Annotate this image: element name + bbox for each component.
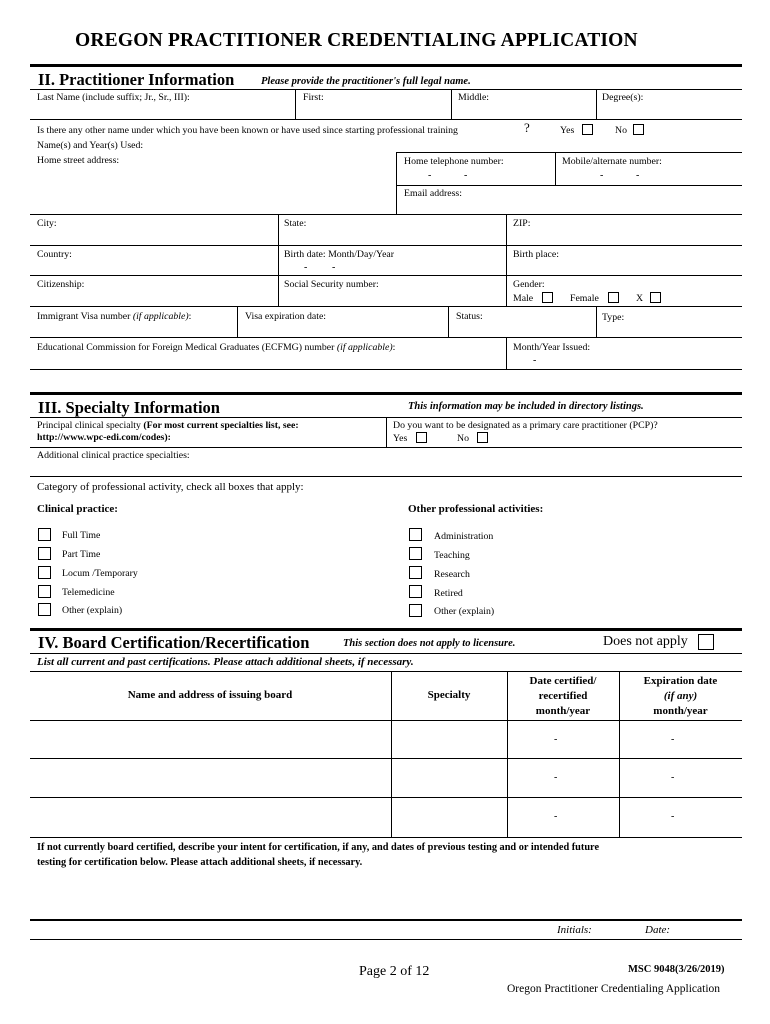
- rule: [30, 306, 742, 307]
- certification-list-note: List all current and past certifications. Please attach additional sheets, if necessary.: [37, 656, 414, 668]
- cell-divider: [596, 306, 597, 337]
- female-checkbox[interactable]: [608, 292, 619, 303]
- cell-divider: [451, 89, 452, 119]
- pcp-yes-label: Yes: [393, 433, 408, 444]
- ssn-field[interactable]: Social Security number:: [284, 279, 379, 290]
- telemedicine-label: Telemedicine: [62, 587, 115, 598]
- city-field[interactable]: City:: [37, 218, 57, 229]
- other-name-no-label: No: [615, 125, 627, 136]
- country-field[interactable]: Country:: [37, 249, 72, 260]
- rule: [396, 185, 742, 186]
- retired-label: Retired: [434, 588, 463, 599]
- last-name-field[interactable]: Last Name (include suffix; Jr., Sr., III):: [37, 92, 190, 103]
- section-iii-title: III. Specialty Information: [38, 398, 220, 417]
- email-field[interactable]: Email address:: [404, 188, 462, 199]
- middle-name-field[interactable]: Middle:: [458, 92, 490, 103]
- gender-label: Gender:: [513, 279, 545, 290]
- cell-divider: [278, 214, 279, 306]
- male-checkbox[interactable]: [542, 292, 553, 303]
- col-certified-line: month/year: [535, 705, 591, 717]
- ecfmg-label: Educational Commission for Foreign Medical Graduates (ECFMG) number: [37, 342, 337, 353]
- other-activity-label: Other (explain): [434, 606, 495, 617]
- col-expiration-line: (if any): [663, 690, 698, 702]
- rule: [396, 152, 742, 153]
- visa-number-field[interactable]: [37, 311, 191, 322]
- x-gender-label: X: [636, 293, 644, 304]
- phone-dash: -: [464, 170, 468, 181]
- full-time-label: Full Time: [62, 530, 101, 541]
- full-time-checkbox[interactable]: [38, 528, 51, 541]
- rule: [30, 89, 742, 90]
- col-specialty-header: Specialty: [427, 689, 471, 701]
- visa-number-label: Immigrant Visa number: [37, 311, 133, 322]
- section-iv-title: IV. Board Certification/Recertification: [38, 633, 310, 652]
- section-iv-note: This section does not apply to licensure.: [343, 638, 516, 649]
- cell-divider: [386, 417, 387, 447]
- other-name-yes-label: Yes: [560, 125, 575, 136]
- col-certified-line: Date certified/: [529, 675, 597, 687]
- rule: [30, 275, 742, 276]
- question-mark: ?: [524, 120, 530, 135]
- rule: [30, 119, 742, 120]
- if-applicable-note: (if applicable): [132, 311, 189, 322]
- other-name-yes-checkbox[interactable]: [582, 124, 593, 135]
- initials-field[interactable]: Initials:: [557, 924, 592, 936]
- additional-specialties-field[interactable]: Additional clinical practice specialties:: [37, 450, 190, 461]
- section-divider: [30, 628, 742, 631]
- mobile-phone-field[interactable]: Mobile/alternate number:: [562, 156, 662, 167]
- rule: [30, 245, 742, 246]
- category-instruction: Category of professional activity, check all boxes that apply:: [37, 481, 304, 493]
- pcp-question: Do you want to be designated as a primary care practitioner (PCP)?: [393, 420, 658, 431]
- other-activities-heading: Other professional activities:: [408, 503, 544, 515]
- cell-divider: [506, 214, 507, 306]
- rule: [30, 939, 742, 940]
- colon: :: [188, 311, 192, 322]
- if-applicable-note: (if applicable): [336, 342, 393, 353]
- col-expiration-line: Expiration date: [643, 675, 718, 687]
- section-divider: [30, 64, 742, 67]
- phone-dash: -: [600, 170, 604, 181]
- col-certified-header: [507, 674, 619, 719]
- col-certified-line: recertified: [538, 690, 588, 702]
- cell-divider: [596, 89, 597, 119]
- citizenship-field[interactable]: Citizenship:: [37, 279, 85, 290]
- col-expiration-header: [619, 674, 742, 719]
- rule: [30, 369, 742, 370]
- female-label: Female: [570, 293, 599, 304]
- rule: [30, 653, 742, 654]
- pcp-yes-checkbox[interactable]: [416, 432, 427, 443]
- section-divider: [30, 392, 742, 395]
- cell-divider: [555, 152, 556, 186]
- date-dash: -: [554, 811, 558, 822]
- pcp-no-checkbox[interactable]: [477, 432, 488, 443]
- rule: [30, 720, 742, 721]
- rule: [30, 919, 742, 921]
- phone-dash: -: [428, 170, 432, 181]
- document-title: OREGON PRACTITIONER CREDENTIALING APPLICATION: [75, 30, 638, 51]
- clinical-other-label: Other (explain): [62, 605, 123, 616]
- page-number: Page 2 of 12: [359, 964, 430, 979]
- date-dash: -: [304, 262, 308, 273]
- section-iii-note: This information may be included in directory listings.: [408, 401, 644, 412]
- ecfmg-field[interactable]: [37, 342, 395, 353]
- month-year-issued-field[interactable]: Month/Year Issued:: [513, 342, 591, 353]
- col-expiration-line: month/year: [653, 705, 708, 717]
- locum-label: Locum /Temporary: [62, 568, 138, 579]
- pcp-no-label: No: [457, 433, 469, 444]
- state-field[interactable]: State:: [284, 218, 307, 229]
- phone-dash: -: [636, 170, 640, 181]
- rule: [30, 837, 742, 838]
- first-name-field[interactable]: First:: [303, 92, 324, 103]
- rule: [30, 797, 742, 798]
- does-not-apply-checkbox[interactable]: [698, 634, 714, 650]
- cell-divider: [448, 306, 449, 337]
- teaching-checkbox[interactable]: [409, 547, 422, 560]
- date-field[interactable]: Date:: [645, 924, 671, 936]
- intent-text-line-2: testing for certification below. Please attach additional sheets, if necessary.: [37, 857, 363, 868]
- home-address-field[interactable]: Home street address:: [37, 155, 120, 166]
- home-phone-field[interactable]: Home telephone number:: [404, 156, 504, 167]
- cell-divider: [237, 306, 238, 337]
- form-id: MSC 9048(3/26/2019): [628, 964, 725, 975]
- rule: [30, 758, 742, 759]
- date-dash: -: [554, 772, 558, 783]
- section-ii-title: II. Practitioner Information: [38, 70, 235, 89]
- teaching-label: Teaching: [434, 550, 470, 561]
- type-field[interactable]: Type:: [602, 312, 625, 323]
- other-name-question: Is there any other name under which you have been known or have used since starting professional training: [37, 125, 458, 136]
- specialties-list-note: (For most current specialties list, see:: [143, 420, 299, 431]
- form-name: Oregon Practitioner Credentialing Application: [507, 983, 721, 995]
- date-dash: -: [332, 262, 336, 273]
- date-dash: -: [533, 355, 537, 366]
- x-gender-checkbox[interactable]: [650, 292, 661, 303]
- research-label: Research: [434, 569, 470, 580]
- cell-divider: [506, 337, 507, 369]
- section-ii-note: Please provide the practitioner's full legal name.: [261, 76, 471, 87]
- rule: [30, 337, 742, 338]
- rule: [30, 214, 742, 215]
- rule: [30, 447, 742, 448]
- col-board-header: Name and address of issuing board: [127, 689, 293, 701]
- other-name-no-checkbox[interactable]: [633, 124, 644, 135]
- zip-field[interactable]: ZIP:: [513, 218, 531, 229]
- rule: [30, 476, 742, 477]
- part-time-checkbox[interactable]: [38, 547, 51, 560]
- status-field[interactable]: Status:: [456, 311, 483, 322]
- telemedicine-checkbox[interactable]: [38, 585, 51, 598]
- colon: :: [392, 342, 396, 353]
- intent-text-line-1: If not currently board certified, describe your intent for certification, if any, and dates of previous testing and or intended future: [37, 842, 600, 853]
- clinical-practice-heading: Clinical practice:: [37, 503, 118, 515]
- male-label: Male: [513, 293, 534, 304]
- rule: [30, 671, 742, 672]
- research-checkbox[interactable]: [409, 566, 422, 579]
- clinical-other-checkbox[interactable]: [38, 603, 51, 616]
- cell-divider: [295, 89, 296, 119]
- date-dash: -: [554, 734, 558, 745]
- principal-specialty-label: Principal clinical specialty: [37, 420, 144, 431]
- principal-specialty-field[interactable]: [37, 420, 299, 431]
- date-dash: -: [671, 734, 675, 745]
- cell-divider: [396, 152, 397, 214]
- date-dash: -: [671, 811, 675, 822]
- other-activity-checkbox[interactable]: [409, 604, 422, 617]
- birth-date-field[interactable]: Birth date: Month/Day/Year: [284, 249, 395, 260]
- administration-label: Administration: [434, 531, 494, 542]
- date-dash: -: [671, 772, 675, 783]
- specialties-link[interactable]: http://www.wpc-edi.com/codes):: [37, 432, 171, 443]
- visa-expiration-field[interactable]: Visa expiration date:: [245, 311, 327, 322]
- degrees-field[interactable]: Degree(s):: [602, 92, 644, 103]
- administration-checkbox[interactable]: [409, 528, 422, 541]
- part-time-label: Part Time: [62, 549, 101, 560]
- names-used-field[interactable]: Name(s) and Year(s) Used:: [37, 140, 144, 151]
- birth-place-field[interactable]: Birth place:: [513, 249, 559, 260]
- locum-checkbox[interactable]: [38, 566, 51, 579]
- does-not-apply-label: Does not apply: [603, 634, 688, 649]
- retired-checkbox[interactable]: [409, 585, 422, 598]
